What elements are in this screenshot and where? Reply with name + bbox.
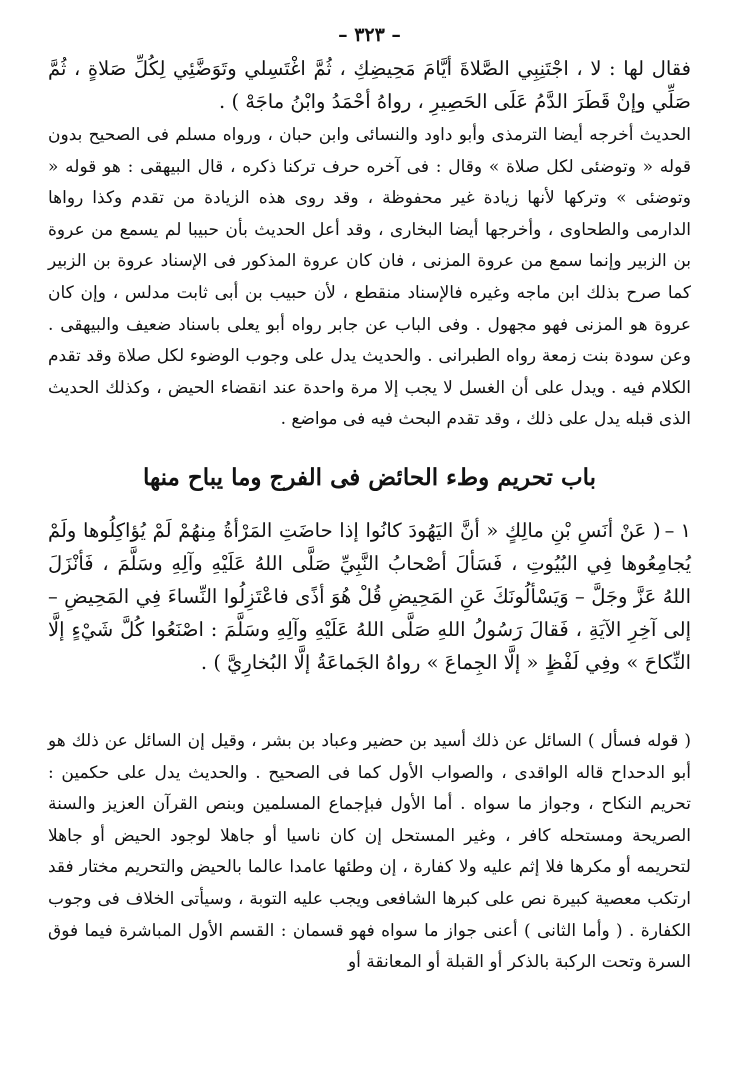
book-page (48, 18, 691, 1046)
hadith-body: ( عَنْ أنَسِ بْنِ مالِكٍ « أنَّ اليَهُودَ كانُوا إذا حاضَتِ المَرْأةُ مِنهُمْ لَمْ يُؤاكِلُوها ولَمْ يُجامِعُوها فِي البُيُوتِ ، فَسَألَ أصْحابُ النَّبِيِّ صَلَّى اللهُ عَلَيْهِ وآلِهِ وسَلَّمَ ، فَأنْزَلَ اللهُ عَزَّ وجَلَّ – وَيَسْألُونَكَ عَنِ المَحِيضِ قُلْ هُوَ أذًى فاعْتَزِلُوا النِّساءَ فِي المَحِيضِ – إلى آخِرِ الآيَةِ ، فَقالَ رَسُولُ اللهِ صَلَّى اللهُ عَلَيْهِ وآلِهِ وسَلَّمَ : اصْنَعُوا كُلَّ شَيْءٍ إلَّا النِّكاحَ » وفِي لَفْظٍ « إلَّا الجِماعَ » رواهُ الجَماعَةُ إلَّا البُخارِيَّ ) . (48, 519, 691, 674)
commentary-paragraph-2: ( قوله فسأل ) السائل عن ذلك أسيد بن حضير وعباد بن بشر ، وقيل إن السائل عن ذلك هو أبو الدحداح قاله الواقدى ، والصواب الأول كما فى الصحيح . والحديث يدل على حكمين : تحريم النكاح ، وجواز ما سواه . أما الأول فبإجماع المسلمين وبنص القرآن العزيز والسنة الصريحة ومستحله كافر ، وغير المستحل إن كان ناسيا أو جاهلا لوجود الحيض أو جاهلا لتحريمه أو مكرها فلا إثم عليه ولا كفارة ، إن وطئها عامدا عالما بالحيض والتحريم مختار فقد ارتكب معصية كبيرة نص على كبرها الشافعى ويجب عليه التوبة ، وسيأتى الخلاف فى وجوب الكفارة . ( وأما الثانى ) أعنى جواز ما سواه فهو قسمان : القسم الأول المباشرة فيما فوق السرة وتحت الركبة بالذكر أو القبلة أو المعانقة أو (48, 731, 691, 973)
hadith-text-continued: فقال لها : لا ، اجْتَنِبِي الصَّلاةَ أيَّامَ مَحِيضِكِ ، ثُمَّ اغْتَسِلي وتَوَضَّئِي لِكُلِّ صَلاةٍ ، ثُمَّ صَلِّي وإنْ قَطَرَ الدَّمُ عَلَى الحَصِيرِ ، رواهُ أحْمَدُ وابْنُ ماجَهْ ) . (48, 57, 691, 113)
hadith-text (48, 514, 691, 712)
commentary-paragraph: الحديث أخرجه أيضا الترمذى وأبو داود والنسائى وابن حبان ، ورواه مسلم فى الصحيح بدون قوله « وتوضئى لكل صلاة » وقال : فى آخره حرف تركنا ذكره ، قال البيهقى : هو قوله « وتوضئى » وتركها لأنها زيادة غير محفوظة ، وقد روى هذه الزيادة من تقدم وكذا رواها الدارمى والطحاوى ، وأخرجها أيضا البخارى ، وقد أعل الحديث بأن حبيبا لم يسمع من عروة بن الزبير وإنما سمع من عروة المزنى ، فان كان عروة المذكور فى الإسناد عروة بن الزبير كما صرح بذلك ابن ماجه وغيره فالإسناد منقطع ، لأن حبيب بن أبى ثابت مدلس ، وإن كان عروة هو المزنى فهو مجهول . وفى الباب عن جابر رواه أبو يعلى باسناد ضعيف والبيهقى . وعن سودة بنت زمعة رواه الطبرانى . والحديث يدل على وجوب الوضوء لكل صلاة وقد تقدم الكلام فيه . ويدل على أن الغسل لا يجب إلا مرة واحدة عند انقضاء الحيض ، وكذلك الحديث الذى قبله يدل على ذلك ، وقد تقدم البحث فيه فى مواضع . (48, 125, 692, 430)
hadith-number: ١ – (664, 519, 691, 542)
page-number: – ٣٢٣ – (338, 24, 401, 46)
chapter-heading: باب تحريم وطء الحائض فى الفرج وما يباح منها (142, 464, 597, 491)
